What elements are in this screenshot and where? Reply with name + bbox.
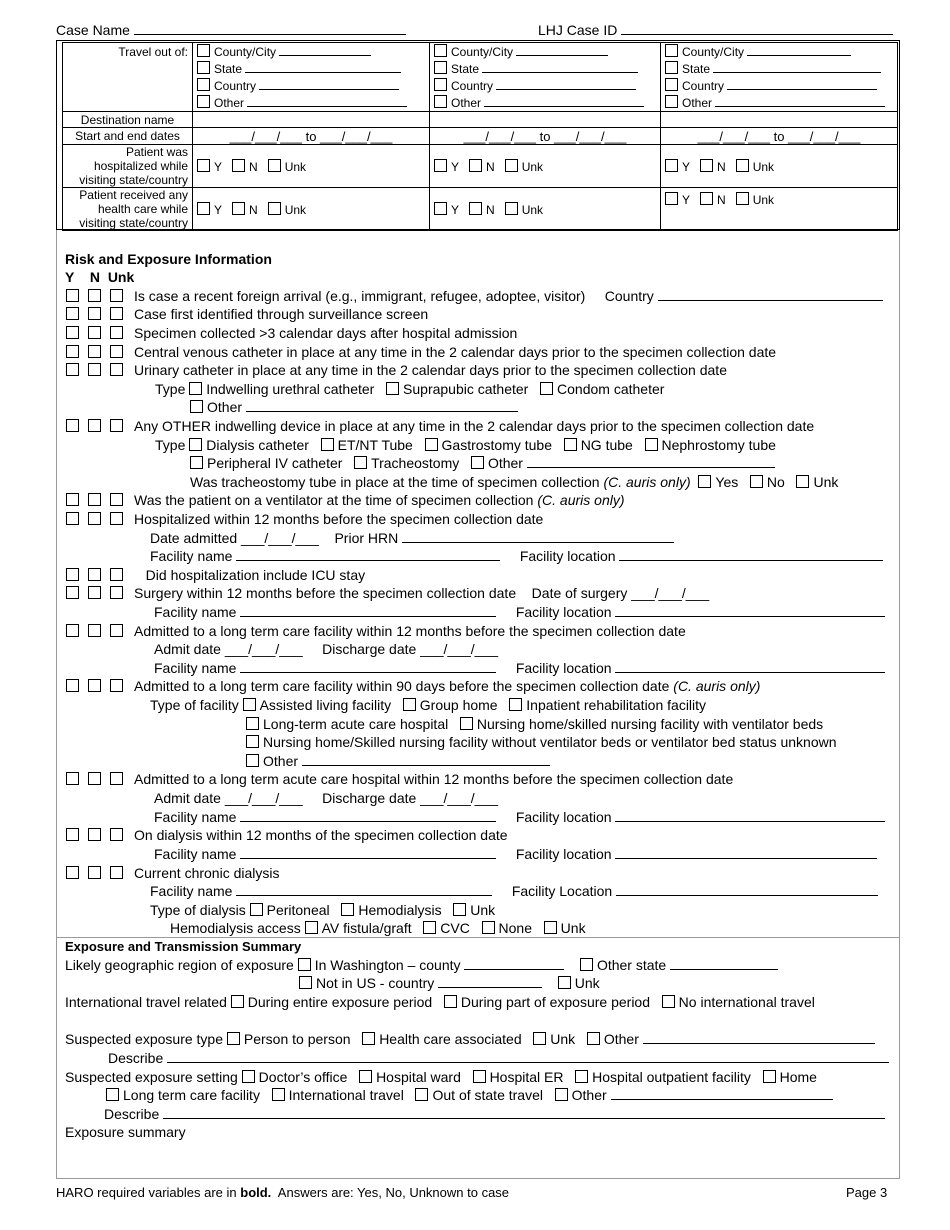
facility-row: Facility name Facility location bbox=[150, 548, 883, 565]
setting-row-1: Suspected exposure setting Doctor’s office Hospital ward Hospital ER Hospital outpatient facility Home bbox=[65, 1069, 817, 1085]
q-ltcf-90d: Admitted to a long term care facility within 90 days before the specimen collection date (C. auris only) bbox=[66, 678, 760, 695]
admit-discharge-row: Admit date ___/___/___ Discharge date ___/___/___ bbox=[154, 790, 499, 806]
health-care-checkbox[interactable] bbox=[362, 1032, 375, 1045]
q-ltcf-12mo: Admitted to a long term care facility within 12 months before the specimen collection date bbox=[66, 623, 686, 640]
q-surveillance: Case first identified through surveillance screen bbox=[66, 306, 428, 323]
hemo-access-row: Hemodialysis access AV fistula/graft CVC None Unk bbox=[170, 920, 586, 936]
hospital-er-checkbox[interactable] bbox=[473, 1070, 486, 1083]
dates-input[interactable]: ___/___/___ to ___/___/___ bbox=[430, 128, 661, 145]
region-row: Likely geographic region of exposure In Washington – county Other state bbox=[65, 957, 778, 974]
travel-col-1: County/City State Country Other bbox=[193, 43, 430, 112]
country-input[interactable] bbox=[438, 975, 542, 988]
intl-travel-checkbox[interactable] bbox=[272, 1088, 285, 1101]
hospitalized-answer: Y N Unk bbox=[193, 145, 430, 188]
hospitalized-answer: Y N Unk bbox=[661, 145, 898, 188]
other-checkbox[interactable] bbox=[587, 1032, 600, 1045]
travel-col-2: County/City State Country Other bbox=[430, 43, 661, 112]
not-in-us-checkbox[interactable] bbox=[299, 976, 312, 989]
dates-input[interactable]: ___/___/___ to ___/___/___ bbox=[661, 128, 898, 145]
healthcare-answer: Y N Unk bbox=[193, 188, 430, 231]
trach-row: Was tracheostomy tube in place at the time of specimen collection (C. auris only) Yes No Unk bbox=[190, 474, 839, 490]
q-specimen: Specimen collected >3 calendar days after hospital admission bbox=[66, 325, 517, 342]
urinary-type-row: Type Indwelling urethral catheter Suprapubic catheter Condom catheter bbox=[155, 381, 665, 397]
page-number: Page 3 bbox=[846, 1185, 888, 1200]
exposure-type-row: Suspected exposure type Person to person Health care associated Unk Other bbox=[65, 1031, 875, 1048]
other-input[interactable] bbox=[643, 1031, 875, 1044]
describe-input[interactable] bbox=[167, 1050, 889, 1063]
facility-row: Facility name Facility location bbox=[154, 604, 885, 621]
home-checkbox[interactable] bbox=[763, 1070, 776, 1083]
other-checkbox[interactable] bbox=[555, 1088, 568, 1101]
q-foreign-arrival: Is case a recent foreign arrival (e.g., immigrant, refugee, adoptee, visitor) Country bbox=[66, 288, 883, 305]
q-other-device: Any OTHER indwelling device in place at any time in the 2 calendar days prior to the specimen collection date bbox=[66, 418, 814, 435]
hospitalized-answer: Y N Unk bbox=[430, 145, 661, 188]
urinary-other-row: Other bbox=[190, 399, 518, 416]
other-state-checkbox[interactable] bbox=[580, 958, 593, 971]
travel-col-3: County/City State Country Other bbox=[661, 43, 898, 112]
dates-label: Start and end dates bbox=[63, 128, 193, 145]
destination-label: Destination name bbox=[63, 112, 193, 128]
no-intl-checkbox[interactable] bbox=[662, 995, 675, 1008]
hospital-ward-checkbox[interactable] bbox=[359, 1070, 372, 1083]
q-hospitalized: Hospitalized within 12 months before the specimen collection date bbox=[66, 511, 543, 528]
facility-type-row-1: Type of facility Assisted living facility Group home Inpatient rehabilitation facility bbox=[150, 697, 707, 713]
case-name-field[interactable]: Case Name bbox=[56, 22, 406, 38]
setting-row-2: Long term care facility International travel Out of state travel Other bbox=[106, 1087, 833, 1104]
describe-row: Describe bbox=[108, 1050, 889, 1067]
doctors-office-checkbox[interactable] bbox=[242, 1070, 255, 1083]
dialysis-type-row: Type of dialysis Peritoneal Hemodialysis Unk bbox=[150, 902, 496, 918]
hospital-outpatient-checkbox[interactable] bbox=[575, 1070, 588, 1083]
travel-out-label: Travel out of: bbox=[63, 43, 193, 112]
facility-type-row-3: Nursing home/Skilled nursing facility without ventilator beds or ventilator bed status unknown bbox=[246, 734, 837, 751]
unk-checkbox[interactable] bbox=[533, 1032, 546, 1045]
intl-travel-row: International travel related During entire exposure period During part of exposure period No international travel bbox=[65, 994, 815, 1010]
q-surgery: Surgery within 12 months before the specimen collection date Date of surgery ___/___/___ bbox=[66, 585, 709, 602]
q-chronic-dialysis: Current chronic dialysis bbox=[66, 865, 280, 882]
washington-checkbox[interactable] bbox=[298, 958, 311, 971]
admit-discharge-row: Admit date ___/___/___ Discharge date ___/___/___ bbox=[154, 641, 499, 657]
other-input[interactable] bbox=[611, 1087, 833, 1100]
part-period-checkbox[interactable] bbox=[444, 995, 457, 1008]
risk-title: Risk and Exposure Information bbox=[65, 251, 272, 267]
entire-period-checkbox[interactable] bbox=[231, 995, 244, 1008]
ltcf-checkbox[interactable] bbox=[106, 1088, 119, 1101]
not-us-row: Not in US - country Unk bbox=[299, 975, 600, 992]
out-of-state-checkbox[interactable] bbox=[415, 1088, 428, 1101]
dates-input[interactable]: ___/___/___ to ___/___/___ bbox=[193, 128, 430, 145]
ynu-header: Y N Unk bbox=[65, 269, 135, 285]
describe-row: Describe bbox=[104, 1106, 885, 1123]
q-icu: Did hospitalization include ICU stay bbox=[66, 567, 365, 584]
facility-row: Facility name Facility Location bbox=[150, 883, 878, 900]
q-dialysis-12mo: On dialysis within 12 months of the specimen collection date bbox=[66, 827, 508, 844]
facility-type-row-2: Long-term acute care hospital Nursing home/skilled nursing facility with ventilator beds bbox=[246, 716, 823, 733]
unk-checkbox[interactable] bbox=[558, 976, 571, 989]
facility-row: Facility name Facility location bbox=[154, 660, 885, 677]
hospitalized-label: Patient was hospitalized while visiting state/country bbox=[63, 145, 193, 188]
person-to-person-checkbox[interactable] bbox=[227, 1032, 240, 1045]
other-state-input[interactable] bbox=[670, 957, 778, 970]
admitted-row: Date admitted ___/___/___ Prior HRN bbox=[150, 530, 674, 547]
healthcare-answer: Y N Unk bbox=[430, 188, 661, 231]
facility-row: Facility name Facility location bbox=[154, 846, 877, 863]
footer-note: HARO required variables are in bold. Answers are: Yes, No, Unknown to case bbox=[56, 1185, 510, 1200]
device-type-row-1: Type Dialysis catheter ET/NT Tube Gastrostomy tube NG tube Nephrostomy tube bbox=[155, 437, 776, 453]
describe-input[interactable] bbox=[163, 1106, 885, 1119]
q-ltach: Admitted to a long term acute care hospital within 12 months before the specimen collection date bbox=[66, 771, 733, 788]
facility-row: Facility name Facility location bbox=[154, 809, 885, 826]
healthcare-label: Patient received any health care while visiting state/country bbox=[63, 188, 193, 231]
exposure-summary-input[interactable] bbox=[64, 1142, 894, 1176]
q-ventilator: Was the patient on a ventilator at the time of specimen collection (C. auris only) bbox=[66, 492, 625, 509]
exposure-summary-label: Exposure summary bbox=[65, 1124, 186, 1140]
lhj-case-id-field[interactable]: LHJ Case ID bbox=[538, 22, 893, 38]
q-urinary: Urinary catheter in place at any time in the 2 calendar days prior to the specimen collection date bbox=[66, 362, 727, 379]
facility-type-other: Other bbox=[246, 753, 550, 770]
device-type-row-2: Peripheral IV catheter Tracheostomy Other bbox=[190, 455, 775, 472]
exposure-title: Exposure and Transmission Summary bbox=[65, 939, 302, 954]
county-input[interactable] bbox=[464, 957, 564, 970]
q-cvc: Central venous catheter in place at any time in the 2 calendar days prior to the specimen collection date bbox=[66, 344, 776, 361]
healthcare-answer: Y N Unk bbox=[661, 188, 898, 231]
